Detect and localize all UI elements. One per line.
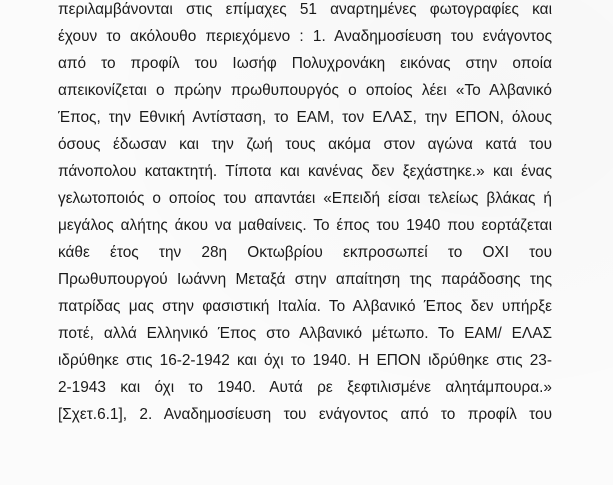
text-line: πάνοπολου κατακτητή. Τίποτα και κανένας δεν ξεχάστηκε.» και ένας	[58, 163, 552, 180]
text-line: κάθε έτος την 28η Οκτωβρίου εκπροσωπεί το ΟΧΙ του	[58, 244, 552, 261]
text-line: πατρίδας μας στην φασιστική Ιταλία. Το Αλβανικό Έπος δεν υπήρξε	[58, 298, 552, 315]
text-line: ποτέ, αλλά Ελληνικό Έπος στο Αλβανικό μέτωπο. Το ΕΑΜ/ ΕΛΑΣ	[58, 325, 552, 342]
text-line: περιλαμβάνονται στις επίμαχες 51 αναρτημένες φωτογραφίες και	[58, 1, 552, 18]
text-line: έχουν το ακόλουθο περιεχόμενο : 1. Αναδημοσίευση του ενάγοντος	[58, 28, 552, 45]
document-text-block	[58, 0, 552, 428]
text-line: Πρωθυπουργού Ιωάννη Μεταξά στην απαίτηση της παράδοσης της	[58, 271, 552, 288]
text-line: μεγάλος αλήτης άκου να μαθαίνεις. Το έπος του 1940 που εορτάζεται	[58, 217, 552, 234]
text-line: απεικονίζεται ο πρώην πρωθυπουργός ο οποίος λέει «Το Αλβανικό	[58, 82, 552, 99]
text-line: από το προφίλ του Ιωσήφ Πολυχρονάκη εικόνας στην οποία	[58, 55, 552, 72]
text-line: 2-1943 και όχι το 1940. Αυτά ρε ξεφτιλισμένε αλητάμπουρα.»	[58, 379, 552, 396]
text-line: ιδρύθηκε στις 16-2-1942 και όχι το 1940. Η ΕΠΟΝ ιδρύθηκε στις 23-	[58, 352, 552, 369]
text-line: γελωτοποιός ο οποίος του απαντάει «Επειδή είσαι τελείως βλάκας ή	[58, 190, 552, 207]
text-line: όσους έδωσαν και την ζωή τους ακόμα στον αγώνα κατά του	[58, 136, 552, 153]
text-line: Έπος, την Εθνική Αντίσταση, το ΕΑΜ, τον ΕΛΑΣ, την ΕΠΟΝ, όλους	[58, 109, 552, 126]
text-line: [Σχετ.6.1], 2. Αναδημοσίευση του ενάγοντος από το προφίλ του	[58, 406, 552, 423]
